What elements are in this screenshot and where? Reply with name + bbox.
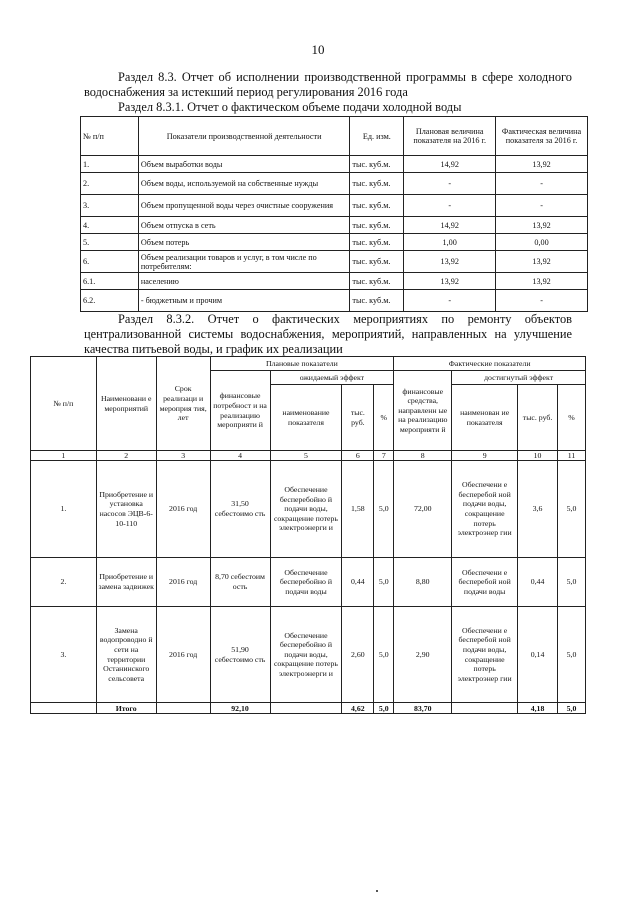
header-unit: Ед. изм.: [350, 117, 404, 156]
column-number: 7: [374, 451, 394, 461]
row-plan-fin: 51,90 себестоимо сть: [210, 607, 270, 703]
header-num: № п/п: [31, 357, 97, 451]
row-num: 3.: [81, 195, 139, 217]
header-planned: Плановая величина показателя на 2016 г.: [404, 117, 496, 156]
row-fact-rub: 0,14: [518, 607, 558, 703]
row-indicator: Объем реализации товаров и услуг, в том числе по потребителям:: [138, 251, 350, 273]
row-fact-effect: Обеспечени е бесперебой ной подачи воды, сокращение потерь электроэнер гии: [452, 607, 518, 703]
row-name: Замена водопроводно й сети на территории Останинского сельсовета: [96, 607, 156, 703]
table-row: [81, 234, 588, 251]
row-actual: 13,92: [496, 251, 588, 273]
row-actual: 13,92: [496, 217, 588, 234]
header-name: Наименовани е мероприятий: [96, 357, 156, 451]
row-actual: 0,00: [496, 234, 588, 251]
total-row: [31, 703, 586, 714]
row-planned: 1,00: [404, 234, 496, 251]
total-fact-rub: 4,18: [518, 703, 558, 714]
table-row: [31, 558, 586, 607]
row-fact-rub: 0,44: [518, 558, 558, 607]
row-num: 3.: [31, 607, 97, 703]
row-plan-effect: Обеспечение бесперебойно й подачи воды: [270, 558, 342, 607]
row-fact-effect: Обеспечени е бесперебой ной подачи воды: [452, 558, 518, 607]
row-indicator: Объем воды, используемой на собственные нужды: [138, 173, 350, 195]
header-row-1: [31, 357, 586, 371]
row-fact-rub: 3,6: [518, 461, 558, 558]
row-term: 2016 год: [156, 558, 210, 607]
section-8-3-2-line2: централизованной системы водоснабжения, мероприятий, направленных на улучшение: [84, 327, 572, 341]
table-row: [81, 156, 588, 173]
row-plan-effect: Обеспечение бесперебойно й подачи воды, сокращение потерь электроэнерги и: [270, 461, 342, 558]
row-num: 6.: [81, 251, 139, 273]
row-planned: 14,92: [404, 156, 496, 173]
row-num: 5.: [81, 234, 139, 251]
row-plan-rub: 0,44: [342, 558, 374, 607]
column-number: 9: [452, 451, 518, 461]
column-number-row: [31, 451, 586, 461]
total-empty: [270, 703, 342, 714]
table-row: [81, 273, 588, 290]
row-name: Приобретение и замена задвижек: [96, 558, 156, 607]
row-unit: тыс. куб.м.: [350, 234, 404, 251]
column-number: 2: [96, 451, 156, 461]
row-num: 4.: [81, 217, 139, 234]
row-term: 2016 год: [156, 607, 210, 703]
header-num: № п/п: [81, 117, 139, 156]
total-plan-pct: 5,0: [374, 703, 394, 714]
row-planned: -: [404, 290, 496, 312]
row-num: 1.: [81, 156, 139, 173]
header-term: Срок реализаци и мероприя тия, лет: [156, 357, 210, 451]
table-row: [81, 195, 588, 217]
row-planned: 13,92: [404, 251, 496, 273]
header-planned: Плановые показатели: [210, 357, 394, 371]
column-number: 1: [31, 451, 97, 461]
header-actual: Фактические показатели: [394, 357, 586, 371]
row-actual: -: [496, 290, 588, 312]
section-8-3-line2: водоснабжения за истекший период регулирования 2016 года: [84, 85, 408, 99]
row-indicator: Объем выработки воды: [138, 156, 350, 173]
header-fact-rub: тыс. руб.: [518, 385, 558, 451]
row-indicator: Объем отпуска в сеть: [138, 217, 350, 234]
header-expected-effect: ожидаемый эффект: [270, 371, 394, 385]
row-planned: 13,92: [404, 273, 496, 290]
row-num: 2.: [31, 558, 97, 607]
column-number: 5: [270, 451, 342, 461]
column-number: 10: [518, 451, 558, 461]
total-fact-fin: 83,70: [394, 703, 452, 714]
row-indicator: населению: [138, 273, 350, 290]
row-fact-pct: 5,0: [557, 607, 585, 703]
row-fact-pct: 5,0: [557, 558, 585, 607]
section-8-3-line1: Раздел 8.3. Отчет об исполнении производственной программы в сфере холодного: [118, 70, 572, 84]
section-8-3-2-line3: качества питьевой воды, и график их реализации: [84, 342, 343, 356]
table-row: [31, 461, 586, 558]
total-fact-pct: 5,0: [557, 703, 585, 714]
section-8-3-1-title: Раздел 8.3.1. Отчет о фактическом объеме подачи холодной воды: [118, 100, 462, 114]
total-plan-fin: 92,10: [210, 703, 270, 714]
row-unit: тыс. куб.м.: [350, 173, 404, 195]
row-plan-fin: 8,70 себестоим ость: [210, 558, 270, 607]
table-row: [81, 251, 588, 273]
row-unit: тыс. куб.м.: [350, 156, 404, 173]
row-unit: тыс. куб.м.: [350, 251, 404, 273]
water-volume-table: [80, 116, 588, 312]
total-empty: [156, 703, 210, 714]
table-row: [81, 173, 588, 195]
row-fact-fin: 2,90: [394, 607, 452, 703]
row-fact-effect: Обеспечени е бесперебой ной подачи воды, сокращение потерь электроэнер гии: [452, 461, 518, 558]
row-unit: тыс. куб.м.: [350, 290, 404, 312]
header-achieved-effect: достигнутый эффект: [452, 371, 586, 385]
row-actual: 13,92: [496, 156, 588, 173]
row-plan-rub: 1,58: [342, 461, 374, 558]
row-actual: -: [496, 173, 588, 195]
page-number: 10: [311, 42, 325, 57]
row-planned: 14,92: [404, 217, 496, 234]
row-num: 2.: [81, 173, 139, 195]
table-row: [31, 607, 586, 703]
table-row: [81, 217, 588, 234]
column-number: 6: [342, 451, 374, 461]
row-plan-pct: 5,0: [374, 607, 394, 703]
header-plan-rub: тыс. руб.: [342, 385, 374, 451]
column-number: 11: [557, 451, 585, 461]
header-fact-pct: %: [557, 385, 585, 451]
section-8-3-2-line1: Раздел 8.3.2. Отчет о фактических мероприятиях по ремонту объектов: [118, 312, 572, 326]
row-plan-pct: 5,0: [374, 461, 394, 558]
row-plan-effect: Обеспечение бесперебойно й подачи воды, сокращение потерь электроэнерги и: [270, 607, 342, 703]
row-planned: -: [404, 173, 496, 195]
table-header-row: [81, 117, 588, 156]
column-number: 3: [156, 451, 210, 461]
column-number: 4: [210, 451, 270, 461]
total-label: Итого: [96, 703, 156, 714]
header-indicator: Показатели производственной деятельности: [138, 117, 350, 156]
row-planned: -: [404, 195, 496, 217]
row-unit: тыс. куб.м.: [350, 273, 404, 290]
row-num: 1.: [31, 461, 97, 558]
table-row: [81, 290, 588, 312]
row-indicator: Объем потерь: [138, 234, 350, 251]
total-empty: [452, 703, 518, 714]
row-unit: тыс. куб.м.: [350, 217, 404, 234]
row-plan-pct: 5,0: [374, 558, 394, 607]
header-fact-effect-name: наименован ие показателя: [452, 385, 518, 451]
row-fact-pct: 5,0: [557, 461, 585, 558]
column-number: 8: [394, 451, 452, 461]
header-fact-fin: финансовые средства, направленн ые на реализацию мероприяти й: [394, 371, 452, 451]
scan-dot: [376, 890, 378, 892]
header-plan-fin: финансовые потребност и на реализацию мероприяти й: [210, 371, 270, 451]
row-term: 2016 год: [156, 461, 210, 558]
measures-table: [30, 356, 586, 714]
row-unit: тыс. куб.м.: [350, 195, 404, 217]
header-plan-effect-name: наименование показателя: [270, 385, 342, 451]
row-plan-rub: 2,60: [342, 607, 374, 703]
row-num: 6.1.: [81, 273, 139, 290]
row-num: 6.2.: [81, 290, 139, 312]
row-fact-fin: 8,80: [394, 558, 452, 607]
header-actual: Фактическая величина показателя за 2016 г.: [496, 117, 588, 156]
row-actual: -: [496, 195, 588, 217]
total-empty: [31, 703, 97, 714]
row-name: Приобретение и установка насосов ЭЦВ-6-10-110: [96, 461, 156, 558]
row-indicator: - бюджетным и прочим: [138, 290, 350, 312]
row-indicator: Объем пропущенной воды через очистные сооружения: [138, 195, 350, 217]
row-plan-fin: 31,50 себестоимо сть: [210, 461, 270, 558]
header-plan-pct: %: [374, 385, 394, 451]
total-plan-rub: 4,62: [342, 703, 374, 714]
row-actual: 13,92: [496, 273, 588, 290]
row-fact-fin: 72,00: [394, 461, 452, 558]
